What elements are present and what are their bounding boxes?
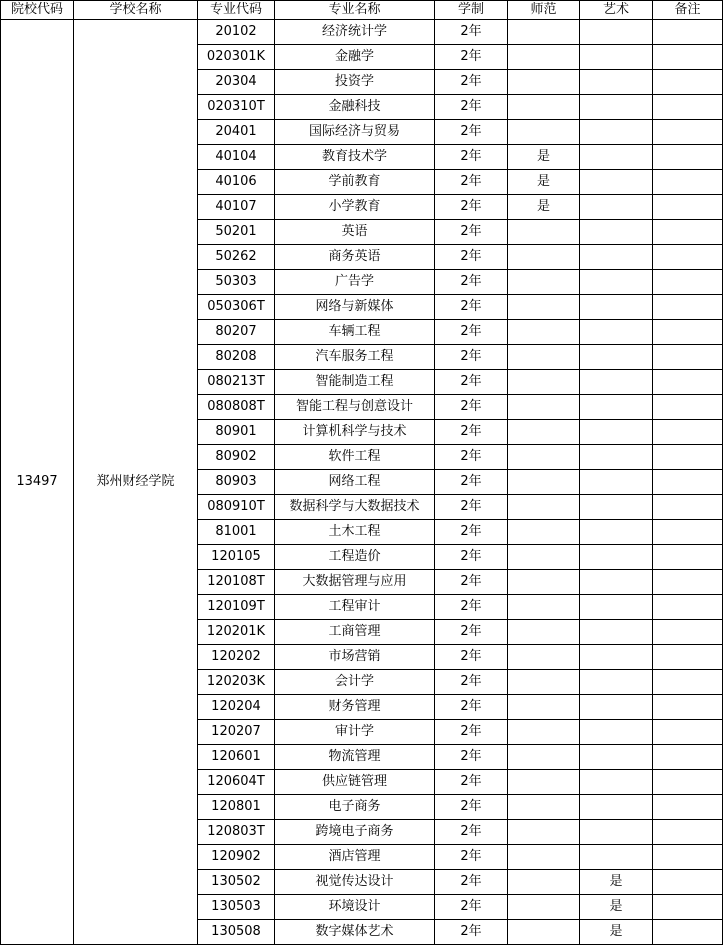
normal-cell (508, 370, 580, 395)
years-cell: 2年 (435, 120, 508, 145)
art-cell (580, 645, 653, 670)
art-cell (580, 145, 653, 170)
major-code-cell: 120803T (198, 820, 275, 845)
years-cell: 2年 (435, 220, 508, 245)
note-cell (653, 670, 723, 695)
normal-cell (508, 895, 580, 920)
major-code-cell: 40107 (198, 195, 275, 220)
art-cell (580, 270, 653, 295)
art-cell (580, 345, 653, 370)
normal-cell (508, 345, 580, 370)
major-code-cell: 080808T (198, 395, 275, 420)
major-code-cell: 120109T (198, 595, 275, 620)
major-code-cell: 120202 (198, 645, 275, 670)
major-name-cell: 土木工程 (275, 520, 435, 545)
normal-cell (508, 595, 580, 620)
years-cell: 2年 (435, 820, 508, 845)
art-cell (580, 770, 653, 795)
art-cell (580, 170, 653, 195)
major-code-cell: 020301K (198, 45, 275, 70)
major-name-cell: 汽车服务工程 (275, 345, 435, 370)
note-cell (653, 370, 723, 395)
years-cell: 2年 (435, 20, 508, 45)
normal-cell (508, 920, 580, 945)
major-code-cell: 20102 (198, 20, 275, 45)
major-name-cell: 网络与新媒体 (275, 295, 435, 320)
art-cell (580, 45, 653, 70)
major-code-cell: 120203K (198, 670, 275, 695)
note-cell (653, 595, 723, 620)
major-code-cell: 81001 (198, 520, 275, 545)
years-cell: 2年 (435, 895, 508, 920)
note-cell (653, 695, 723, 720)
note-cell (653, 570, 723, 595)
normal-cell (508, 795, 580, 820)
normal-cell: 是 (508, 170, 580, 195)
note-cell (653, 70, 723, 95)
major-code-cell: 20401 (198, 120, 275, 145)
art-cell (580, 320, 653, 345)
normal-cell (508, 820, 580, 845)
major-code-cell: 120207 (198, 720, 275, 745)
note-cell (653, 170, 723, 195)
years-cell: 2年 (435, 545, 508, 570)
normal-cell (508, 295, 580, 320)
major-code-cell: 120204 (198, 695, 275, 720)
normal-cell (508, 645, 580, 670)
note-cell (653, 420, 723, 445)
art-cell (580, 820, 653, 845)
years-cell: 2年 (435, 345, 508, 370)
major-code-cell: 50201 (198, 220, 275, 245)
major-name-cell: 酒店管理 (275, 845, 435, 870)
normal-cell (508, 320, 580, 345)
note-cell (653, 145, 723, 170)
note-cell (653, 495, 723, 520)
note-cell (653, 120, 723, 145)
major-name-cell: 财务管理 (275, 695, 435, 720)
major-code-cell: 080213T (198, 370, 275, 395)
years-cell: 2年 (435, 845, 508, 870)
art-cell (580, 670, 653, 695)
table-row (1, 20, 723, 45)
normal-cell (508, 570, 580, 595)
major-name-cell: 数字媒体艺术 (275, 920, 435, 945)
art-cell (580, 720, 653, 745)
table-body (1, 20, 723, 945)
major-name-cell: 商务英语 (275, 245, 435, 270)
note-cell (653, 395, 723, 420)
note-cell (653, 470, 723, 495)
years-cell: 2年 (435, 95, 508, 120)
major-code-cell: 80901 (198, 420, 275, 445)
major-name-cell: 网络工程 (275, 470, 435, 495)
art-cell (580, 520, 653, 545)
header-note: 备注 (653, 1, 723, 20)
years-cell: 2年 (435, 320, 508, 345)
art-cell (580, 195, 653, 220)
art-cell: 是 (580, 870, 653, 895)
years-cell: 2年 (435, 195, 508, 220)
note-cell (653, 45, 723, 70)
years-cell: 2年 (435, 920, 508, 945)
note-cell (653, 95, 723, 120)
art-cell (580, 370, 653, 395)
art-cell (580, 220, 653, 245)
years-cell: 2年 (435, 620, 508, 645)
major-name-cell: 工程造价 (275, 545, 435, 570)
major-name-cell: 投资学 (275, 70, 435, 95)
note-cell (653, 820, 723, 845)
normal-cell (508, 495, 580, 520)
major-code-cell: 120201K (198, 620, 275, 645)
header-art: 艺术 (580, 1, 653, 20)
art-cell (580, 570, 653, 595)
major-code-cell: 80902 (198, 445, 275, 470)
normal-cell (508, 670, 580, 695)
normal-cell (508, 270, 580, 295)
years-cell: 2年 (435, 370, 508, 395)
header-row (1, 1, 723, 20)
years-cell: 2年 (435, 645, 508, 670)
note-cell (653, 770, 723, 795)
years-cell: 2年 (435, 395, 508, 420)
normal-cell (508, 545, 580, 570)
normal-cell (508, 695, 580, 720)
years-cell: 2年 (435, 795, 508, 820)
normal-cell (508, 220, 580, 245)
major-code-cell: 40106 (198, 170, 275, 195)
major-name-cell: 经济统计学 (275, 20, 435, 45)
art-cell (580, 595, 653, 620)
major-name-cell: 跨境电子商务 (275, 820, 435, 845)
note-cell (653, 545, 723, 570)
art-cell (580, 95, 653, 120)
years-cell: 2年 (435, 595, 508, 620)
major-name-cell: 智能制造工程 (275, 370, 435, 395)
normal-cell (508, 620, 580, 645)
note-cell (653, 245, 723, 270)
major-name-cell: 数据科学与大数据技术 (275, 495, 435, 520)
art-cell (580, 20, 653, 45)
note-cell (653, 645, 723, 670)
major-code-cell: 40104 (198, 145, 275, 170)
major-code-cell: 130503 (198, 895, 275, 920)
major-code-cell: 130508 (198, 920, 275, 945)
years-cell: 2年 (435, 170, 508, 195)
major-code-cell: 120604T (198, 770, 275, 795)
header-school-name: 学校名称 (74, 1, 198, 20)
normal-cell (508, 45, 580, 70)
years-cell: 2年 (435, 695, 508, 720)
header-school-code: 院校代码 (1, 1, 74, 20)
art-cell (580, 845, 653, 870)
note-cell (653, 270, 723, 295)
major-name-cell: 物流管理 (275, 745, 435, 770)
years-cell: 2年 (435, 570, 508, 595)
art-cell (580, 420, 653, 445)
years-cell: 2年 (435, 45, 508, 70)
header-normal: 师范 (508, 1, 580, 20)
note-cell (653, 20, 723, 45)
note-cell (653, 295, 723, 320)
years-cell: 2年 (435, 520, 508, 545)
major-code-cell: 120601 (198, 745, 275, 770)
art-cell (580, 70, 653, 95)
normal-cell (508, 395, 580, 420)
art-cell (580, 620, 653, 645)
years-cell: 2年 (435, 870, 508, 895)
note-cell (653, 195, 723, 220)
header-major-name: 专业名称 (275, 1, 435, 20)
art-cell (580, 795, 653, 820)
major-name-cell: 审计学 (275, 720, 435, 745)
note-cell (653, 895, 723, 920)
art-cell (580, 120, 653, 145)
years-cell: 2年 (435, 745, 508, 770)
header-years: 学制 (435, 1, 508, 20)
major-code-cell: 80208 (198, 345, 275, 370)
major-code-cell: 130502 (198, 870, 275, 895)
normal-cell: 是 (508, 195, 580, 220)
art-cell: 是 (580, 895, 653, 920)
major-name-cell: 供应链管理 (275, 770, 435, 795)
school-name-cell: 郑州财经学院 (74, 20, 198, 945)
art-cell (580, 745, 653, 770)
normal-cell (508, 845, 580, 870)
note-cell (653, 720, 723, 745)
major-code-cell: 80903 (198, 470, 275, 495)
major-name-cell: 环境设计 (275, 895, 435, 920)
major-code-cell: 50262 (198, 245, 275, 270)
note-cell (653, 220, 723, 245)
note-cell (653, 870, 723, 895)
major-name-cell: 学前教育 (275, 170, 435, 195)
art-cell (580, 495, 653, 520)
note-cell (653, 320, 723, 345)
years-cell: 2年 (435, 770, 508, 795)
note-cell (653, 620, 723, 645)
major-name-cell: 教育技术学 (275, 145, 435, 170)
header-major-code: 专业代码 (198, 1, 275, 20)
school-code-cell: 13497 (1, 20, 74, 945)
art-cell: 是 (580, 920, 653, 945)
normal-cell (508, 720, 580, 745)
major-code-cell: 050306T (198, 295, 275, 320)
normal-cell (508, 445, 580, 470)
art-cell (580, 245, 653, 270)
normal-cell (508, 245, 580, 270)
note-cell (653, 520, 723, 545)
normal-cell (508, 520, 580, 545)
major-code-cell: 120801 (198, 795, 275, 820)
major-name-cell: 视觉传达设计 (275, 870, 435, 895)
major-name-cell: 计算机科学与技术 (275, 420, 435, 445)
major-code-cell: 120108T (198, 570, 275, 595)
normal-cell (508, 95, 580, 120)
art-cell (580, 295, 653, 320)
major-name-cell: 会计学 (275, 670, 435, 695)
normal-cell (508, 745, 580, 770)
normal-cell (508, 120, 580, 145)
art-cell (580, 395, 653, 420)
major-code-cell: 020310T (198, 95, 275, 120)
major-name-cell: 智能工程与创意设计 (275, 395, 435, 420)
years-cell: 2年 (435, 720, 508, 745)
years-cell: 2年 (435, 245, 508, 270)
normal-cell (508, 420, 580, 445)
major-name-cell: 英语 (275, 220, 435, 245)
art-cell (580, 470, 653, 495)
normal-cell (508, 20, 580, 45)
note-cell (653, 745, 723, 770)
normal-cell (508, 870, 580, 895)
note-cell (653, 920, 723, 945)
major-name-cell: 金融学 (275, 45, 435, 70)
years-cell: 2年 (435, 445, 508, 470)
note-cell (653, 445, 723, 470)
note-cell (653, 345, 723, 370)
years-cell: 2年 (435, 70, 508, 95)
years-cell: 2年 (435, 670, 508, 695)
years-cell: 2年 (435, 295, 508, 320)
years-cell: 2年 (435, 495, 508, 520)
major-code-cell: 120902 (198, 845, 275, 870)
major-code-cell: 80207 (198, 320, 275, 345)
major-name-cell: 工商管理 (275, 620, 435, 645)
major-name-cell: 广告学 (275, 270, 435, 295)
major-name-cell: 工程审计 (275, 595, 435, 620)
major-code-cell: 20304 (198, 70, 275, 95)
normal-cell (508, 470, 580, 495)
note-cell (653, 795, 723, 820)
major-name-cell: 电子商务 (275, 795, 435, 820)
normal-cell: 是 (508, 145, 580, 170)
art-cell (580, 545, 653, 570)
years-cell: 2年 (435, 470, 508, 495)
years-cell: 2年 (435, 420, 508, 445)
major-name-cell: 小学教育 (275, 195, 435, 220)
major-code-cell: 50303 (198, 270, 275, 295)
art-cell (580, 695, 653, 720)
years-cell: 2年 (435, 270, 508, 295)
major-name-cell: 大数据管理与应用 (275, 570, 435, 595)
normal-cell (508, 770, 580, 795)
major-name-cell: 市场营销 (275, 645, 435, 670)
major-name-cell: 车辆工程 (275, 320, 435, 345)
major-code-cell: 120105 (198, 545, 275, 570)
art-cell (580, 445, 653, 470)
note-cell (653, 845, 723, 870)
normal-cell (508, 70, 580, 95)
years-cell: 2年 (435, 145, 508, 170)
major-name-cell: 金融科技 (275, 95, 435, 120)
major-code-cell: 080910T (198, 495, 275, 520)
major-name-cell: 国际经济与贸易 (275, 120, 435, 145)
major-name-cell: 软件工程 (275, 445, 435, 470)
